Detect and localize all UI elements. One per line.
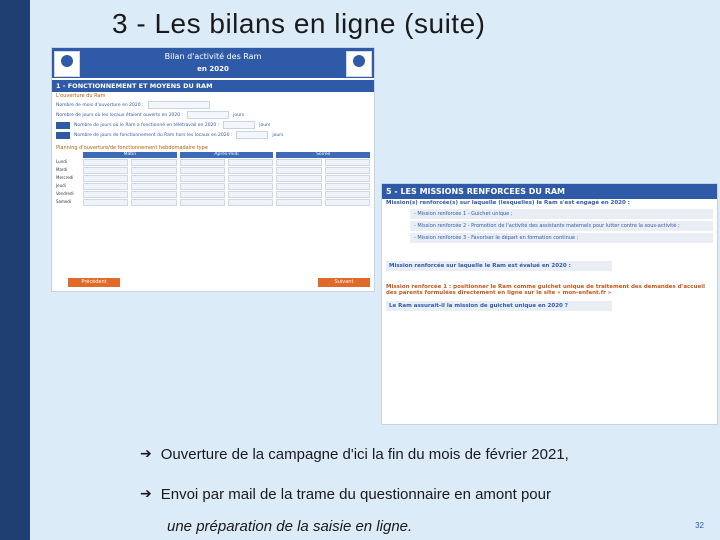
time-field[interactable] bbox=[276, 191, 321, 198]
info-button[interactable] bbox=[56, 132, 70, 139]
question-label: Nombre de mois d'ouverture en 2020 : bbox=[56, 102, 144, 108]
time-field[interactable] bbox=[83, 167, 128, 174]
evaluated-mission-field[interactable] bbox=[386, 261, 612, 271]
question-row bbox=[52, 130, 374, 140]
next-button[interactable]: Suivant bbox=[318, 278, 370, 287]
form-header-year: en 2020 bbox=[197, 65, 229, 73]
time-field[interactable] bbox=[276, 159, 321, 166]
bullet-campaign bbox=[140, 446, 569, 463]
arrow-bullet-icon: ➔ bbox=[140, 486, 152, 502]
time-field[interactable] bbox=[276, 175, 321, 182]
bullet-text-continued: une préparation de la saisie en ligne. bbox=[167, 518, 413, 535]
day-label: Vendredi bbox=[56, 191, 74, 196]
time-field[interactable] bbox=[325, 175, 370, 182]
col-evening: Soirée bbox=[276, 152, 370, 158]
time-field[interactable] bbox=[325, 199, 370, 206]
section-heading: 5 - LES MISSIONS RENFORCEES DU RAM bbox=[382, 184, 717, 199]
time-field[interactable] bbox=[180, 167, 225, 174]
time-field[interactable] bbox=[83, 159, 128, 166]
time-field[interactable] bbox=[131, 183, 176, 190]
time-field[interactable] bbox=[131, 167, 176, 174]
guichet-unique-label: Le Ram assurait-il la mission de guichet unique en 2020 ? bbox=[389, 303, 568, 309]
time-field[interactable] bbox=[325, 191, 370, 198]
guichet-unique-field[interactable] bbox=[386, 301, 612, 311]
unit-label: jours bbox=[259, 122, 271, 128]
col-afternoon: Après-midi bbox=[180, 152, 274, 158]
time-field[interactable] bbox=[131, 175, 176, 182]
months-input[interactable] bbox=[148, 101, 210, 109]
day-label: Mardi bbox=[56, 167, 68, 172]
time-field[interactable] bbox=[180, 175, 225, 182]
question-row bbox=[52, 120, 374, 130]
time-field[interactable] bbox=[325, 183, 370, 190]
time-field[interactable] bbox=[325, 159, 370, 166]
day-label: Jeudi bbox=[56, 183, 66, 188]
caf-logo-icon bbox=[346, 51, 372, 77]
info-button[interactable] bbox=[56, 122, 70, 129]
arrow-bullet-icon: ➔ bbox=[140, 446, 152, 462]
question-row bbox=[52, 110, 374, 120]
time-field[interactable] bbox=[228, 167, 273, 174]
unit-label: jours bbox=[233, 112, 245, 118]
time-field[interactable] bbox=[180, 191, 225, 198]
planning-grid bbox=[52, 152, 374, 206]
bullet-text: Envoi par mail de la trame du questionnaire en amont pour bbox=[160, 486, 551, 503]
form-header bbox=[52, 48, 374, 78]
day-label: Mercredi bbox=[56, 175, 74, 180]
mission-option-1[interactable]: - Mission renforcée 1 - Guichet unique ; bbox=[410, 209, 713, 219]
question-label: Nombre de jours où les locaux étaient ouverts en 2020 : bbox=[56, 112, 184, 118]
subsection-label: L'ouverture du Ram bbox=[56, 93, 106, 99]
mission1-description: Mission renforcée 1 : positionner le Ram comme guichet unique de traitement des demandes d'accueil des parents formulées directement en ligne sur le site « mon-enfant.fr » bbox=[386, 284, 705, 296]
mission-option-2[interactable]: - Mission renforcée 2 - Promotion de l'activité des assistants maternels pour lutter contre la sous-activité ; bbox=[410, 221, 713, 231]
question-label: Nombre de jours de fonctionnement du Ram hors les locaux en 2020 : bbox=[74, 132, 233, 138]
previous-button[interactable]: Précédent bbox=[68, 278, 120, 287]
time-field[interactable] bbox=[325, 167, 370, 174]
time-field[interactable] bbox=[228, 159, 273, 166]
question-label: Nombre de jours où le Ram a fonctionné en télétravail en 2020 : bbox=[74, 122, 220, 128]
col-morning: Matin bbox=[83, 152, 177, 158]
time-field[interactable] bbox=[131, 191, 176, 198]
mission-option-3[interactable]: - Mission renforcée 3 - Favoriser le départ en formation continue ; bbox=[410, 233, 713, 243]
evaluated-mission-label: Mission renforcée sur laquelle le Ram est évalué en 2020 : bbox=[389, 263, 571, 269]
bullet-text: Ouverture de la campagne d'ici la fin du mois de février 2021, bbox=[160, 446, 569, 463]
time-field[interactable] bbox=[276, 167, 321, 174]
time-field[interactable] bbox=[276, 199, 321, 206]
left-accent-bar bbox=[0, 0, 30, 540]
time-field[interactable] bbox=[228, 183, 273, 190]
form-screenshot-missions bbox=[381, 183, 718, 425]
day-label: Samedi bbox=[56, 199, 71, 204]
time-field[interactable] bbox=[228, 191, 273, 198]
outside-input[interactable] bbox=[236, 131, 268, 139]
time-field[interactable] bbox=[228, 175, 273, 182]
unit-label: jours bbox=[272, 132, 284, 138]
time-field[interactable] bbox=[131, 159, 176, 166]
days-open-input[interactable] bbox=[187, 111, 229, 119]
time-field[interactable] bbox=[83, 175, 128, 182]
form-screenshot-fonctionnement bbox=[51, 47, 375, 292]
question-row bbox=[52, 100, 374, 110]
missions-question: Mission(s) renforcée(s) sur laquelle (lesquelles) le Ram s'est engagé en 2020 : bbox=[386, 200, 630, 206]
time-field[interactable] bbox=[131, 199, 176, 206]
bullet-email bbox=[140, 486, 551, 503]
time-field[interactable] bbox=[180, 183, 225, 190]
planning-label: Planning d'ouverture/de fonctionnement hebdomadaire type bbox=[56, 145, 208, 151]
section-heading: 1 - FONCTIONNEMENT ET MOYENS DU RAM bbox=[52, 80, 374, 92]
time-field[interactable] bbox=[83, 199, 128, 206]
day-label: Lundi bbox=[56, 159, 67, 164]
time-field[interactable] bbox=[180, 159, 225, 166]
form-header-title: Bilan d'activité des Ram bbox=[164, 52, 262, 61]
time-field[interactable] bbox=[83, 183, 128, 190]
time-field[interactable] bbox=[83, 191, 128, 198]
time-field[interactable] bbox=[180, 199, 225, 206]
time-field[interactable] bbox=[276, 183, 321, 190]
slide-title: 3 - Les bilans en ligne (suite) bbox=[112, 8, 486, 39]
page-number: 32 bbox=[695, 521, 704, 530]
time-field[interactable] bbox=[228, 199, 273, 206]
telework-input[interactable] bbox=[223, 121, 255, 129]
